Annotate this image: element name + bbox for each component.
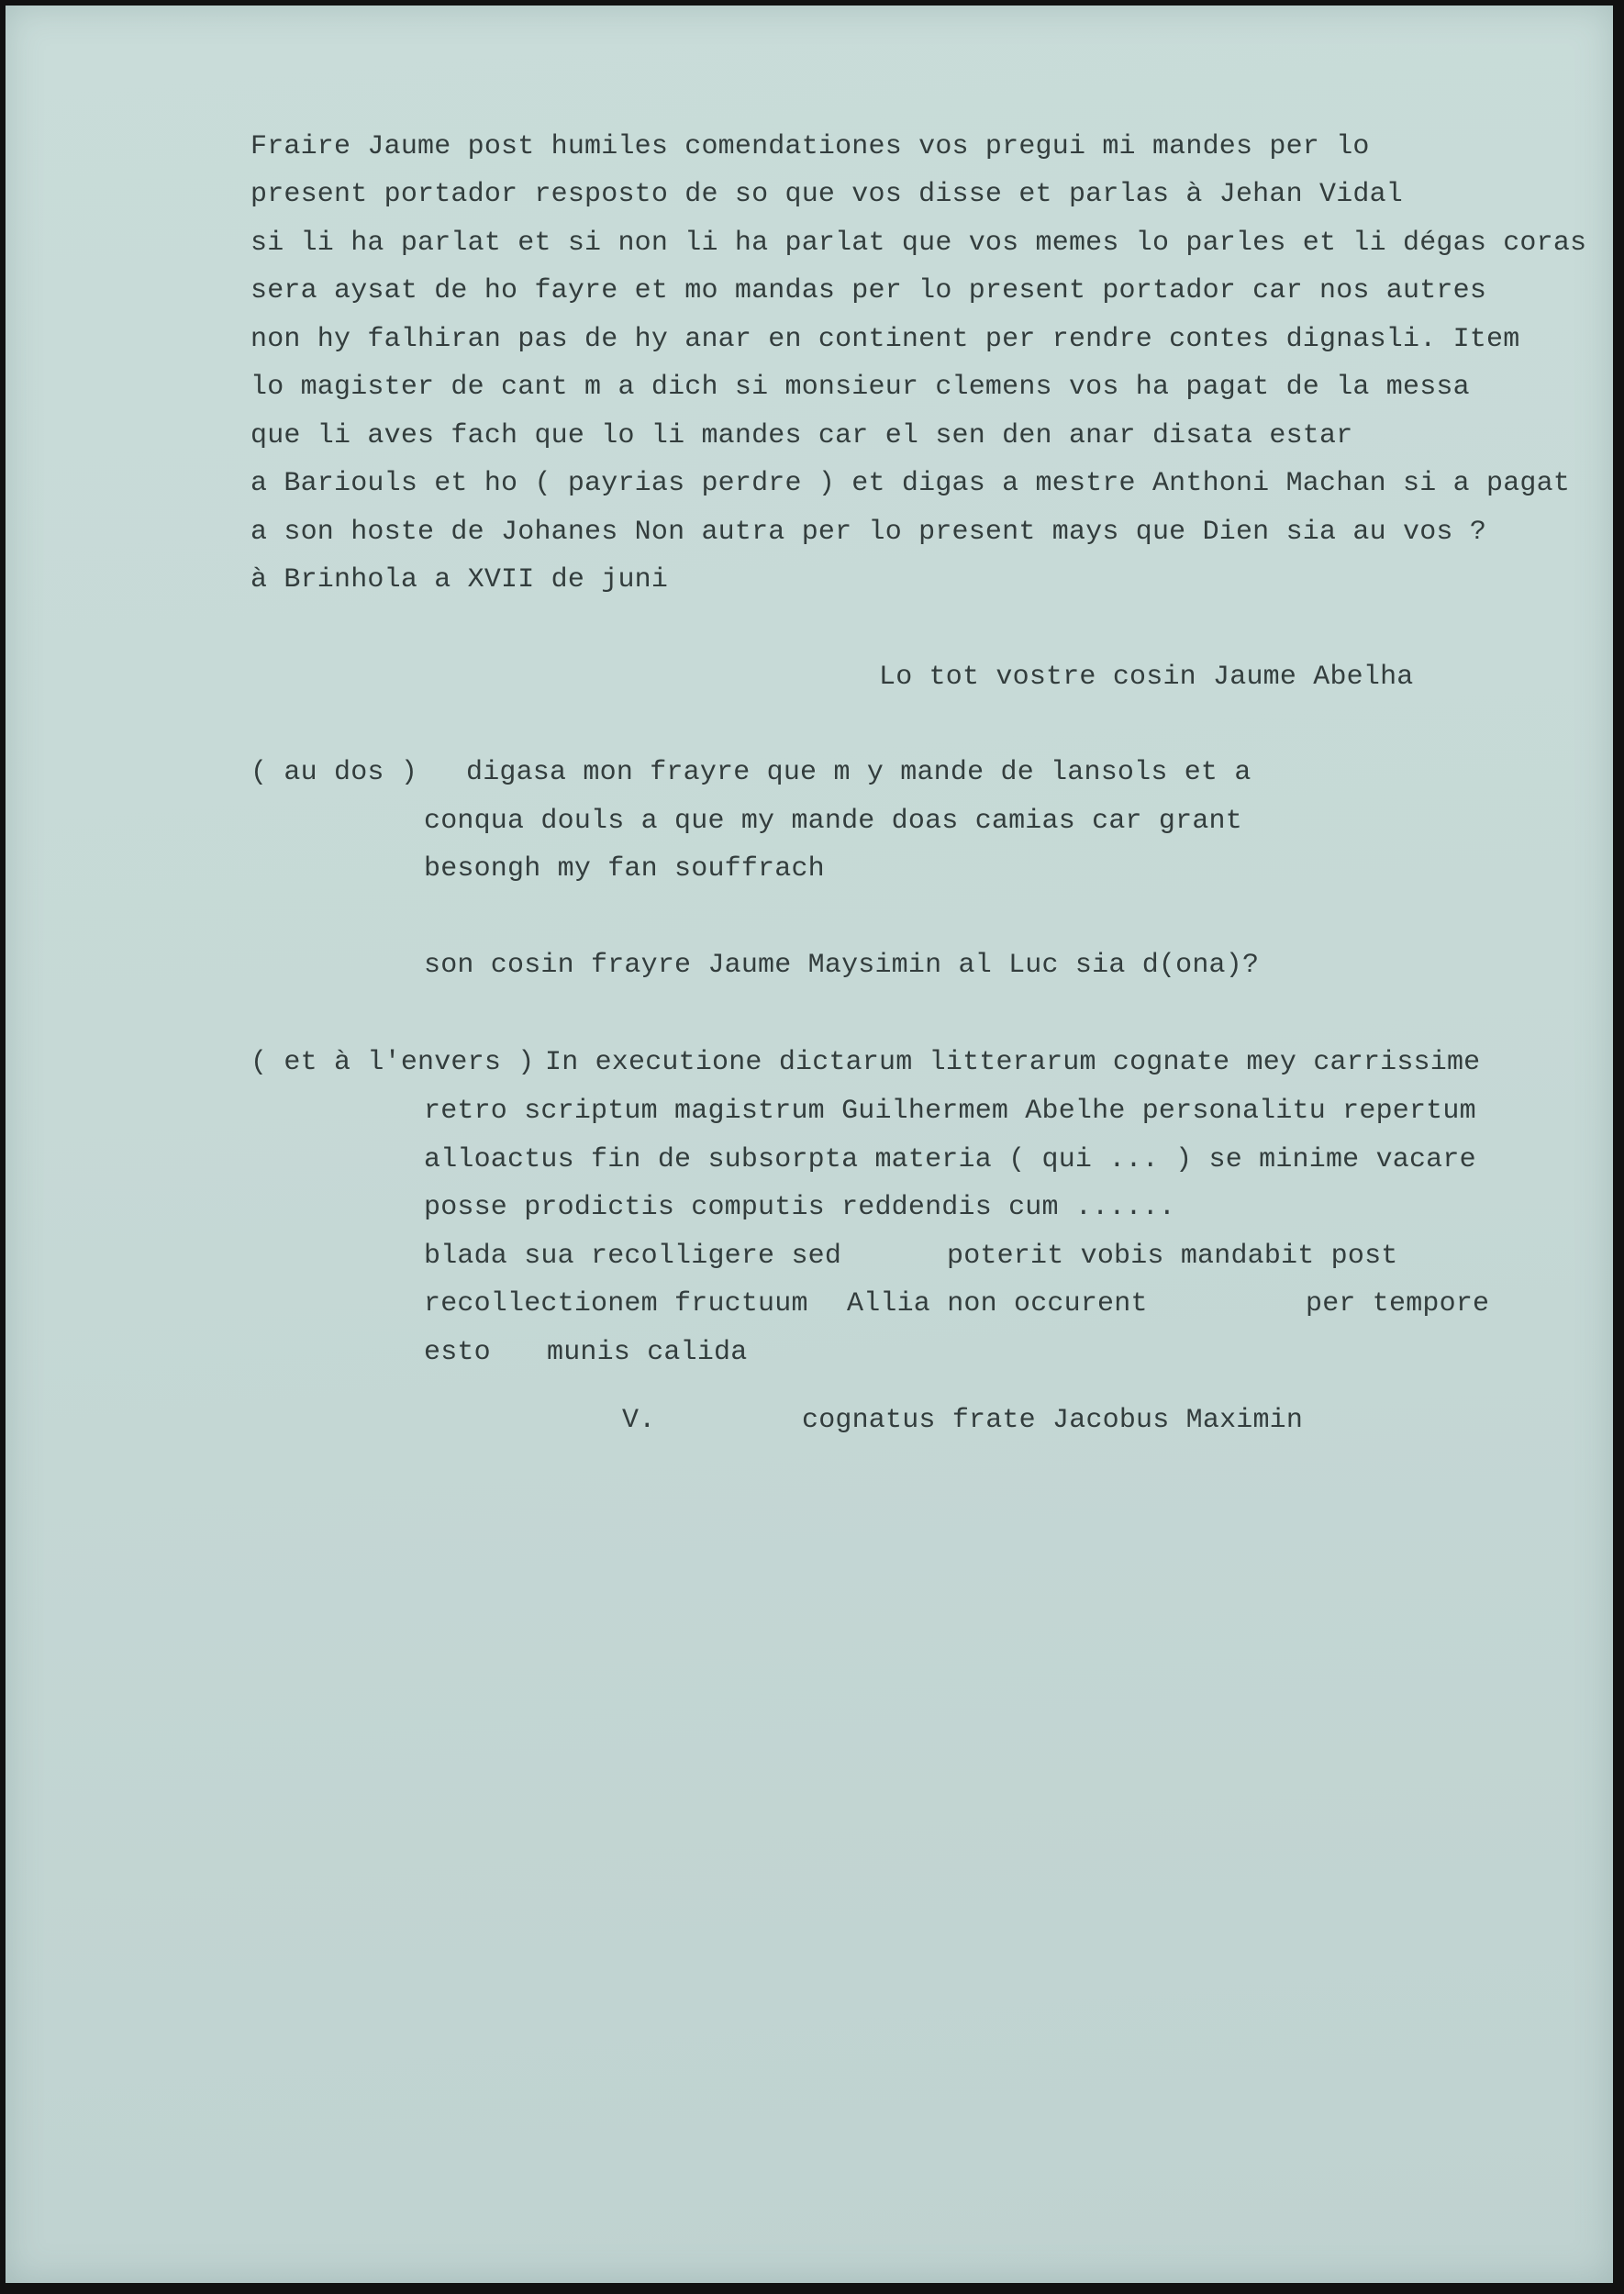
letter-line-5: non hy falhiran pas de hy anar en continent per rendre contes dignasli. Item (250, 324, 1520, 355)
letter-line-7: que li aves fach que lo li mandes car el sen den anar disata estar (250, 420, 1353, 451)
back-line-2: conqua douls a que my mande doas camias car grant (424, 806, 1242, 837)
back-address: son cosin frayre Jaume Maysimin al Luc sia d(ona)? (424, 950, 1260, 981)
reverse-line-5a: blada sua recolligere sed (424, 1241, 842, 1272)
back-label: ( au dos ) (250, 757, 418, 788)
reverse-label: ( et à l'envers ) (250, 1047, 535, 1078)
letter-line-9: a son hoste de Johanes Non autra per lo present mays que Dien sia au vos ? (250, 517, 1487, 548)
reverse-line-6b: Allia non occurent (847, 1288, 1148, 1320)
letter-date-line: à Brinhola a XVII de juni (250, 564, 669, 596)
letter-line-4: sera aysat de ho fayre et mo mandas per lo present portador car nos autres (250, 275, 1487, 306)
reverse-line-3: alloactus fin de subsorpta materia ( qui ... ) se minime vacare (424, 1144, 1476, 1175)
letter-line-3: si li ha parlat et si non li ha parlat que vos memes lo parles et li dégas coras (250, 228, 1587, 259)
back-line-3: besongh my fan souffrach (424, 853, 825, 885)
reverse-line-7a: esto (424, 1337, 491, 1368)
document-page (6, 6, 1613, 2283)
reverse-line-2: retro scriptum magistrum Guilhermem Abelhe personalitu repertum (424, 1096, 1476, 1127)
reverse-line-4: posse prodictis computis reddendis cum ...... (424, 1192, 1176, 1223)
letter-line-6: lo magister de cant m a dich si monsieur clemens vos ha pagat de la messa (250, 372, 1470, 403)
letter-line-2: present portador resposto de so que vos disse et parlas à Jehan Vidal (250, 179, 1404, 210)
reverse-line-5b: poterit vobis mandabit post (947, 1241, 1398, 1272)
reverse-line-1: In executione dictarum litterarum cognate mey carrissime (545, 1047, 1481, 1078)
letter-line-1: Fraire Jaume post humiles comendationes vos pregui mi mandes per lo (250, 131, 1370, 162)
back-line-1: digasa mon frayre que m y mande de lansols et a (466, 757, 1251, 788)
reverse-line-6c: per tempore (1306, 1288, 1490, 1320)
closing-name: cognatus frate Jacobus Maximin (802, 1405, 1304, 1436)
letter-line-8: a Bariouls et ho ( payrias perdre ) et digas a mestre Anthoni Machan si a pagat (250, 468, 1571, 499)
letter-signature: Lo tot vostre cosin Jaume Abelha (879, 662, 1414, 693)
closing-initial: V. (622, 1405, 656, 1436)
reverse-line-7b: munis calida (547, 1337, 748, 1368)
reverse-line-6a: recollectionem fructuum (424, 1288, 808, 1320)
